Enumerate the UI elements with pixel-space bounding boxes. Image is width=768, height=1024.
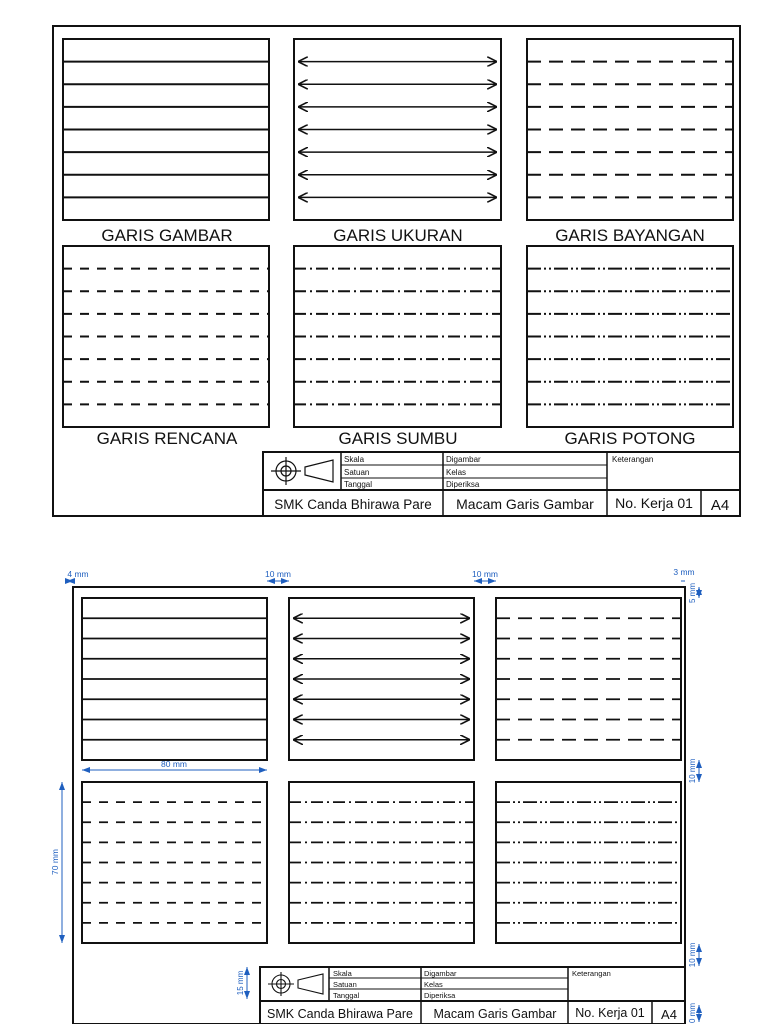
- tb1-diperiksa: Diperiksa: [446, 480, 480, 489]
- tb2-kelas: Kelas: [424, 980, 443, 989]
- tb1-satuan: Satuan: [344, 468, 370, 477]
- panel-label-garis-potong: GARIS POTONG: [564, 429, 696, 448]
- sheet-2-border: [73, 587, 685, 1024]
- tb2-paper: A4: [661, 1007, 677, 1022]
- tb2-skala: Skala: [333, 969, 352, 978]
- sheet-1-line-types: [53, 26, 740, 516]
- tb2-digambar: Digambar: [424, 969, 457, 978]
- dim-left-margin: 4 mm: [67, 569, 89, 579]
- dim-top-margin: 5 mm: [688, 583, 697, 603]
- panel-label-garis-gambar: GARIS GAMBAR: [101, 226, 233, 245]
- projection-symbol-icon: [268, 972, 323, 996]
- tb1-skala: Skala: [344, 455, 365, 464]
- dim-title-height: 15 mm: [236, 970, 245, 996]
- dim-row-gap: 10 mm: [688, 758, 697, 784]
- tb1-school: SMK Canda Bhirawa Pare: [274, 497, 432, 512]
- dim-right-margin: 3 mm: [673, 567, 695, 577]
- tb1-paper: A4: [710, 497, 730, 514]
- panel-label-garis-bayangan: GARIS BAYANGAN: [555, 226, 705, 245]
- dim-gap-2: 10 mm: [472, 569, 498, 579]
- tb1-digambar: Digambar: [446, 455, 481, 464]
- tb2-tanggal: Tanggal: [333, 991, 360, 1000]
- tb2-job: No. Kerja 01: [575, 1006, 645, 1020]
- tb1-kelas: Kelas: [446, 468, 467, 477]
- tb1-keterangan: Keterangan: [612, 455, 654, 464]
- dim-gap-1: 10 mm: [265, 569, 291, 579]
- panel-label-garis-sumbu: GARIS SUMBU: [338, 429, 458, 448]
- sheet-2-dimensioned-layout: [50, 567, 699, 1024]
- dim-panel-width: 80 mm: [161, 759, 187, 769]
- tb2-satuan: Satuan: [333, 980, 357, 989]
- dim-panel-height: 70 mm: [50, 849, 60, 875]
- tb2-school: SMK Canda Bhirawa Pare: [267, 1007, 413, 1021]
- panel-label-garis-rencana: GARIS RENCANA: [96, 429, 238, 448]
- tb2-title: Macam Garis Gambar: [433, 1007, 557, 1021]
- tb2-keterangan: Keterangan: [572, 969, 611, 978]
- tb1-title: Macam Garis Gambar: [456, 496, 594, 512]
- dim-bottom-margin: 0 mm: [688, 1003, 697, 1023]
- panel-label-garis-ukuran: GARIS UKURAN: [333, 226, 463, 245]
- tb1-tanggal: Tanggal: [344, 480, 373, 489]
- tb2-diperiksa: Diperiksa: [424, 991, 456, 1000]
- tb1-job: No. Kerja 01: [615, 495, 693, 511]
- projection-symbol-icon: [271, 457, 333, 485]
- dim-bottom-gap: 10 mm: [688, 942, 697, 968]
